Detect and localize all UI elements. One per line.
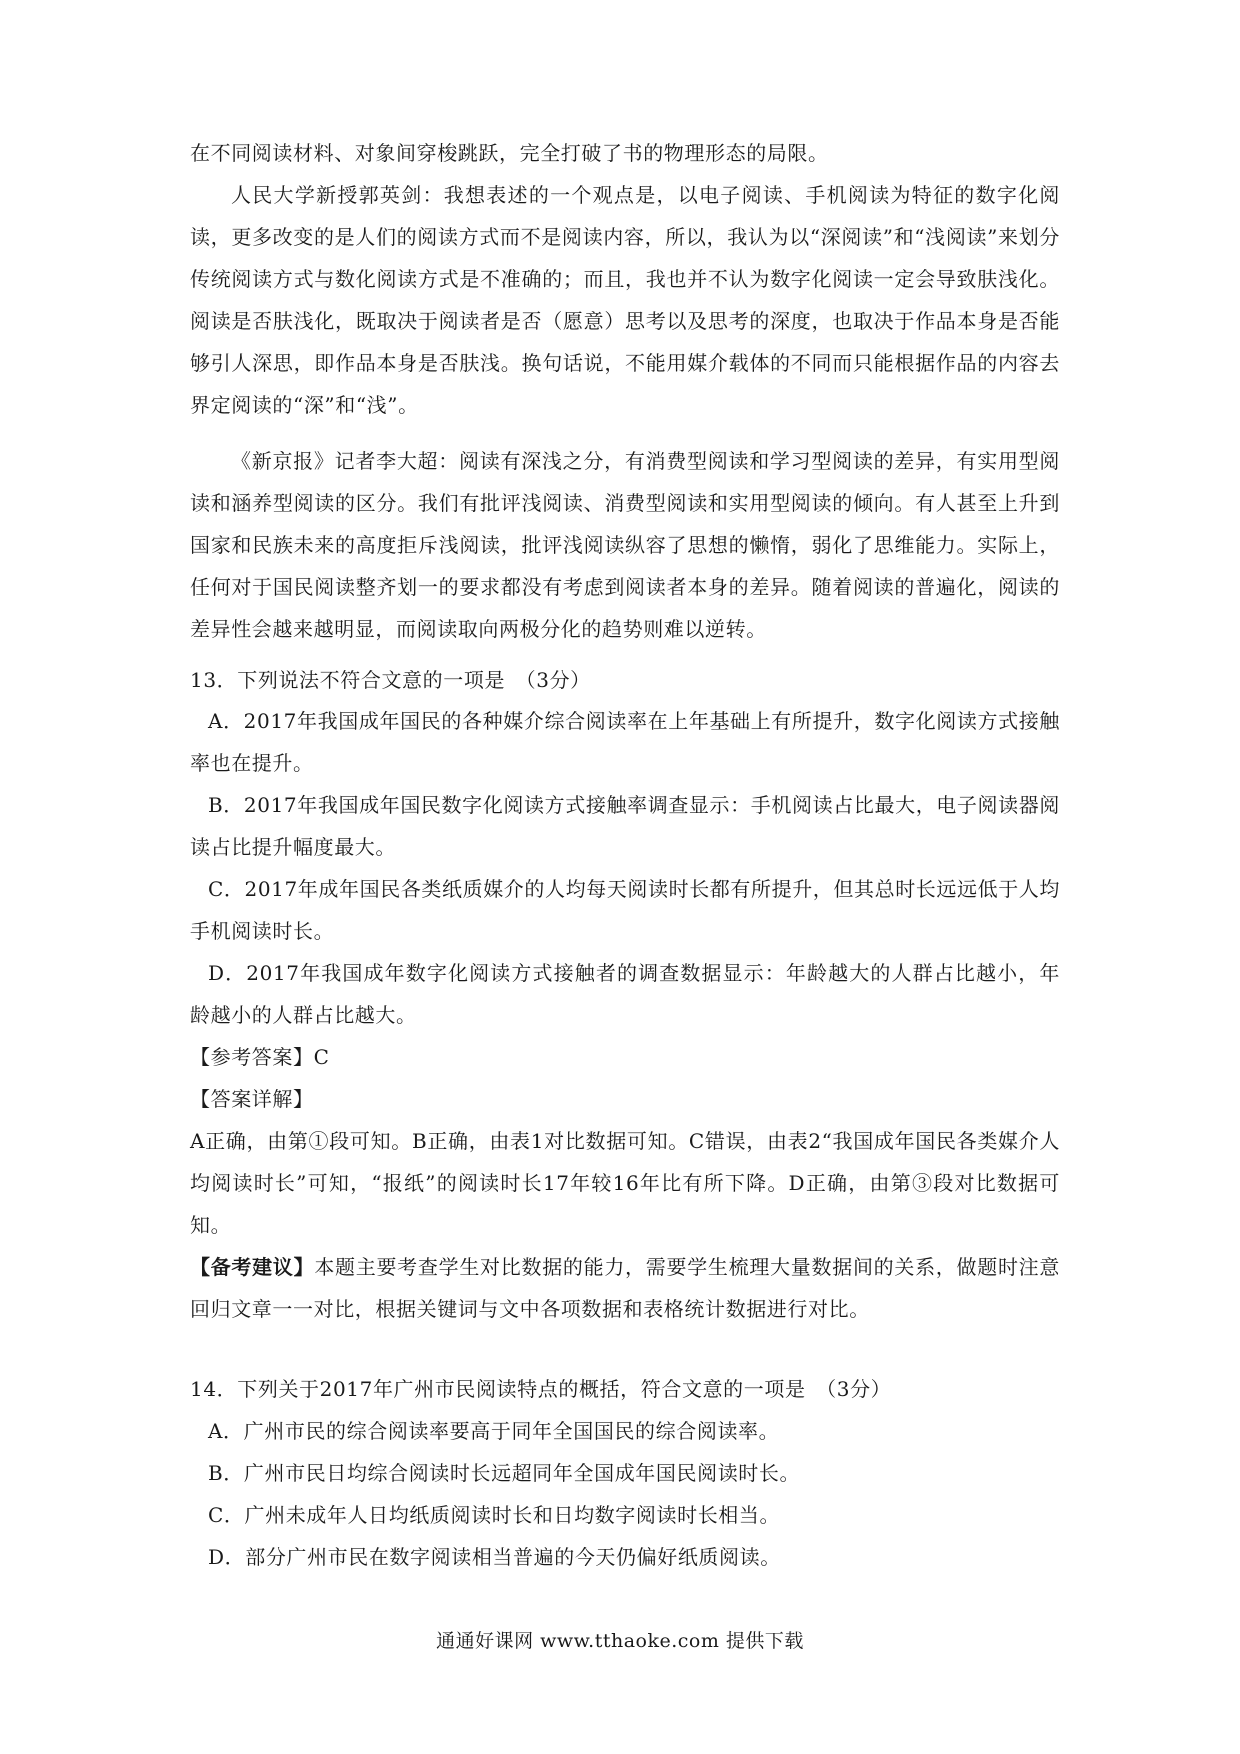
question-13-advice xyxy=(190,1246,1060,1330)
advice-text: 本题主要考查学生对比数据的能力，需要学生梳理大量数据间的关系，做题时注意回归文章一一对比，根据关键词与文中各项数据和表格统计数据进行对比。 xyxy=(190,1255,1060,1321)
question-13-option-c: C．2017年成年国民各类纸质媒介的人均每天阅读时长都有所提升，但其总时长远远低于人均手机阅读时长。 xyxy=(190,877,1061,943)
question-14-stem: 14．下列关于2017年广州市民阅读特点的概括，符合文意的一项是 （3分） xyxy=(190,1377,892,1401)
question-14-option-d: D．部分广州市民在数字阅读相当普遍的今天仍偏好纸质阅读。 xyxy=(208,1545,781,1569)
paragraph-li-dachao: 《新京报》记者李大超：阅读有深浅之分，有消费型阅读和学习型阅读的差异，有实用型阅读和涵养型阅读的区分。我们有批评浅阅读、消费型阅读和实用型阅读的倾向。有人甚至上升到国家和民族未来的高度拒斥浅阅读，批评浅阅读纵容了思想的懒惰，弱化了思维能力。实际上，任何对于国民阅读整齐划一的要求都没有考虑到阅读者本身的差异。随着阅读的普遍化，阅读的差异性会越来越明显，而阅读取向两极分化的趋势则难以逆转。 xyxy=(190,449,1060,641)
paragraph-continuation: 在不同阅读材料、对象间穿梭跳跃，完全打破了书的物理形态的局限。 xyxy=(190,141,829,165)
paragraph-guo-yingjian: 人民大学新授郭英剑：我想表述的一个观点是，以电子阅读、手机阅读为特征的数字化阅读，更多改变的是人们的阅读方式而不是阅读内容，所以，我认为以“深阅读”和“浅阅读”来划分传统阅读方式与数化阅读方式是不准确的；而且，我也并不认为数字化阅读一定会导致肤浅化。阅读是否肤浅化，既取决于阅读者是否（愿意）思考以及思考的深度，也取决于作品本身是否能够引人深思，即作品本身是否肤浅。换句话说，不能用媒介载体的不同而只能根据作品的内容去界定阅读的“深”和“浅”。 xyxy=(190,183,1060,417)
question-13-detail-heading: 【答案详解】 xyxy=(190,1087,314,1111)
question-13-option-d: D．2017年我国成年数字化阅读方式接触者的调查数据显示：年龄越大的人群占比越小，年龄越小的人群占比越大。 xyxy=(190,961,1060,1027)
question-14-option-a: A．广州市民的综合阅读率要高于同年全国国民的综合阅读率。 xyxy=(208,1419,780,1443)
question-13-detail: A正确，由第①段可知。B正确，由表1对比数据可知。C错误，由表2“我国成年国民各类媒介人均阅读时长”可知，“报纸”的阅读时长17年较16年比有所下降。D正确，由第③段对比数据可知。 xyxy=(190,1129,1060,1237)
question-13-option-a: A．2017年我国成年国民的各种媒介综合阅读率在上年基础上有所提升，数字化阅读方式接触率也在提升。 xyxy=(190,709,1060,775)
question-14-option-c: C．广州未成年人日均纸质阅读时长和日均数字阅读时长相当。 xyxy=(208,1503,781,1527)
page-footer: 通通好课网 www.tthaoke.com 提供下载 xyxy=(436,1630,804,1652)
advice-label: 【备考建议】 xyxy=(190,1255,315,1279)
question-13-stem: 13．下列说法不符合文意的一项是 （3分） xyxy=(190,668,591,692)
question-14-option-b: B．广州市民日均综合阅读时长远超同年全国成年国民阅读时长。 xyxy=(208,1461,801,1485)
question-13-answer: 【参考答案】C xyxy=(190,1045,330,1069)
question-13-option-b: B．2017年我国成年国民数字化阅读方式接触率调查显示：手机阅读占比最大，电子阅读器阅读占比提升幅度最大。 xyxy=(190,793,1060,859)
